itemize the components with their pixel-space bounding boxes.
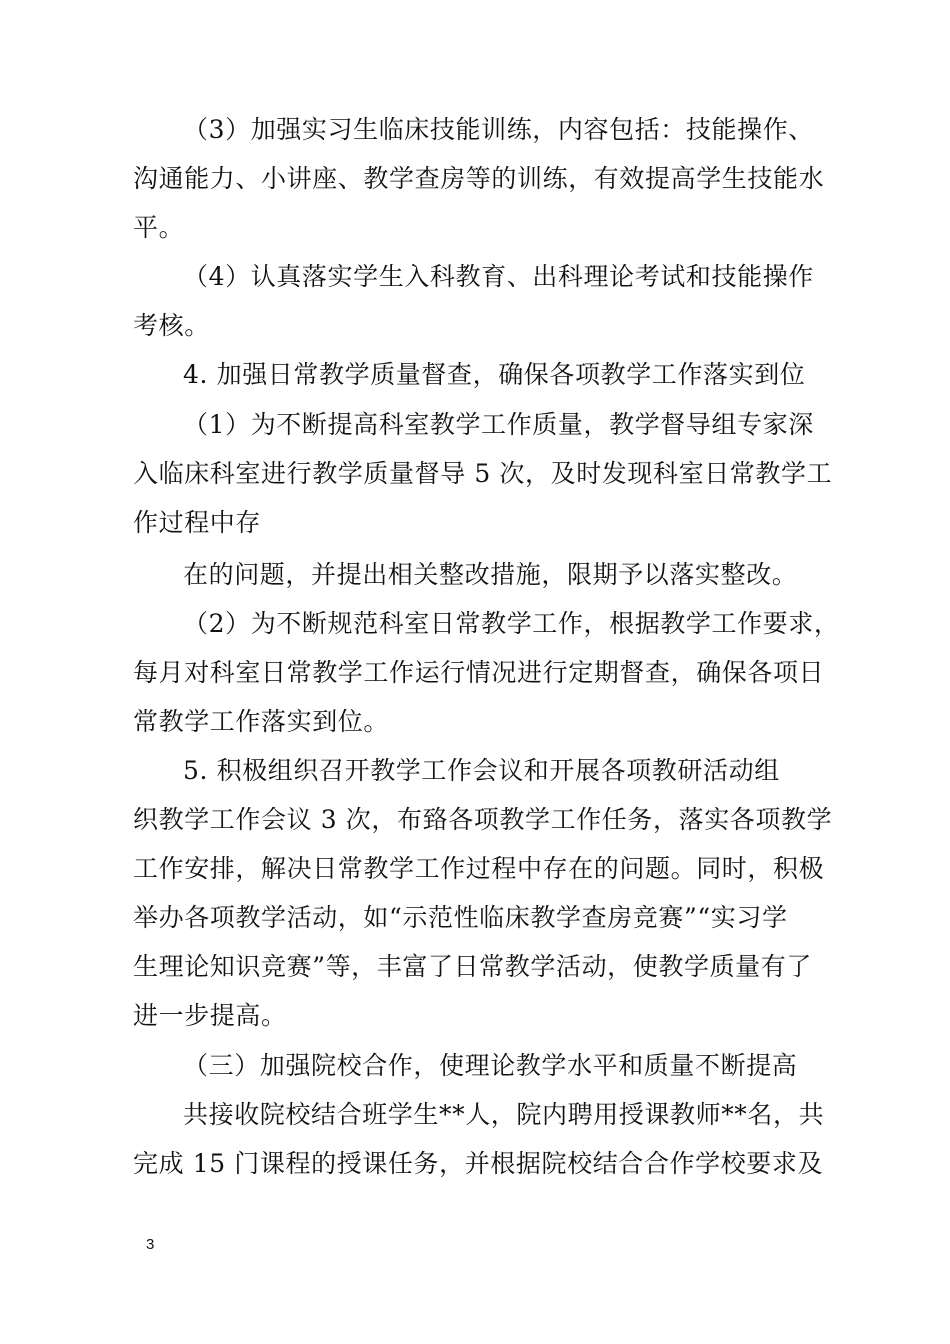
paragraph-line: 沟通能力、小讲座、教学查房等的训练，有效提高学生技能水 xyxy=(133,164,825,193)
paragraph-line: （3）加强实习生临床技能训练，内容包括：技能操作、 xyxy=(183,115,814,144)
section-heading: 4. 加强日常教学质量督查，确保各项教学工作落实到位 xyxy=(183,360,806,389)
paragraph-line: 平。 xyxy=(133,213,185,242)
paragraph-line: 织教学工作会议 3 次，布臵各项教学工作任务，落实各项教学 xyxy=(133,805,833,834)
paragraph-line: 在的问题，并提出相关整改措施，限期予以落实整改。 xyxy=(183,560,798,589)
paragraph-line: 考核。 xyxy=(133,311,210,340)
section-heading: 5. 积极组织召开教学工作会议和开展各项教研活动组 xyxy=(183,756,780,785)
paragraph-line: 入临床科室进行教学质量督导 5 次，及时发现科室日常教学工 xyxy=(133,459,833,488)
paragraph-line: （4）认真落实学生入科教育、出科理论考试和技能操作 xyxy=(183,262,814,291)
paragraph-line: 工作安排，解决日常教学工作过程中存在的问题。同时，积极 xyxy=(133,854,825,883)
paragraph-line: （1）为不断提高科室教学工作质量，教学督导组专家深 xyxy=(183,410,814,439)
paragraph-line: 完成 15 门课程的授课任务，并根据院校结合合作学校要求及 xyxy=(133,1149,824,1178)
paragraph-line: （2）为不断规范科室日常教学工作，根据教学工作要求， xyxy=(183,609,840,638)
paragraph-line: 进一步提高。 xyxy=(133,1001,287,1030)
paragraph-line: 生理论知识竞赛”等，丰富了日常教学活动，使教学质量有了 xyxy=(133,952,812,981)
paragraph-line: 共接收院校结合班学生**人，院内聘用授课教师**名，共 xyxy=(183,1100,825,1129)
paragraph-line: 每月对科室日常教学工作运行情况进行定期督查，确保各项日 xyxy=(133,658,825,687)
section-heading: （三）加强院校合作，使理论教学水平和质量不断提高 xyxy=(183,1051,798,1080)
paragraph-line: 常教学工作落实到位。 xyxy=(133,707,390,736)
paragraph-line: 举办各项教学活动，如“示范性临床教学查房竞赛”“实习学 xyxy=(133,903,788,932)
paragraph-line: 作过程中存 xyxy=(133,508,262,537)
page-number: 3 xyxy=(146,1236,155,1253)
